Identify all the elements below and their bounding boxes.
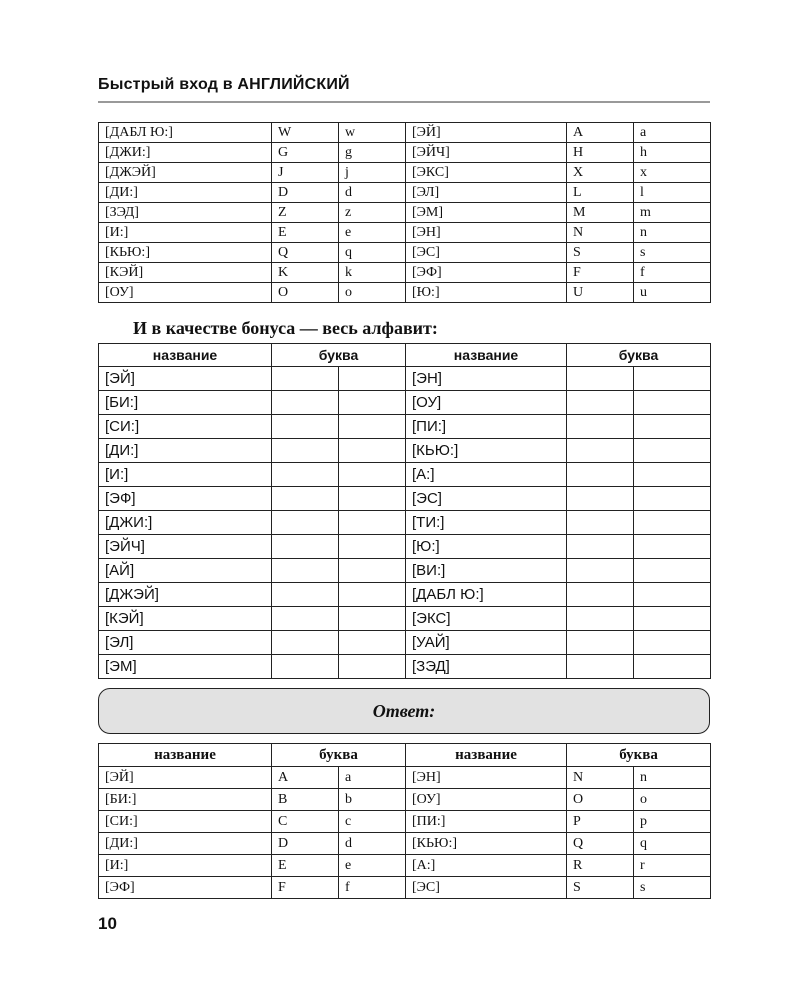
letter-answer-cell[interactable] (634, 535, 711, 559)
letter-cell: S (567, 877, 634, 899)
letter-cell: E (272, 855, 339, 877)
answer-label: Ответ: (372, 700, 436, 721)
pronunciation-cell: [ЗЭД] (406, 655, 567, 679)
pronunciation-cell: [ТИ:] (406, 511, 567, 535)
letter-cell: L (567, 183, 634, 203)
pronunciation-cell: [ЭЙ] (99, 367, 272, 391)
pronunciation-cell: [ДИ:] (99, 833, 272, 855)
letter-cell: G (272, 143, 339, 163)
letter-cell: Q (567, 833, 634, 855)
letter-answer-cell[interactable] (634, 463, 711, 487)
pronunciation-cell: [ДИ:] (99, 183, 272, 203)
letter-cell: Q (272, 243, 339, 263)
table-row (99, 223, 711, 243)
letter-cell: x (634, 163, 711, 183)
table-row (99, 655, 711, 679)
table-row (99, 415, 711, 439)
letter-answer-cell[interactable] (567, 631, 634, 655)
letter-cell: C (272, 811, 339, 833)
letter-answer-cell[interactable] (634, 583, 711, 607)
table-row (99, 877, 711, 899)
table-row (99, 203, 711, 223)
answer-table (98, 743, 711, 899)
pronunciation-cell: [ЭН] (406, 223, 567, 243)
letter-answer-cell[interactable] (339, 415, 406, 439)
letter-cell: q (634, 833, 711, 855)
letter-cell: m (634, 203, 711, 223)
table-row (99, 767, 711, 789)
pronunciation-cell: [ЭФ] (99, 877, 272, 899)
pronunciation-cell: [ДЖИ:] (99, 143, 272, 163)
column-header-name: название (99, 344, 272, 367)
letter-answer-cell[interactable] (567, 511, 634, 535)
letter-answer-cell[interactable] (567, 439, 634, 463)
pronunciation-cell: [ЗЭД] (99, 203, 272, 223)
pronunciation-cell: [А:] (406, 855, 567, 877)
pronunciation-cell: [А:] (406, 463, 567, 487)
pronunciation-cell: [СИ:] (99, 811, 272, 833)
letter-answer-cell[interactable] (339, 511, 406, 535)
letter-cell: W (272, 123, 339, 143)
table-row (99, 243, 711, 263)
pronunciation-cell: [ОУ] (406, 391, 567, 415)
letter-answer-cell[interactable] (567, 391, 634, 415)
letter-cell: n (634, 223, 711, 243)
letter-cell: M (567, 203, 634, 223)
letter-answer-cell[interactable] (272, 631, 339, 655)
pronunciation-cell: [ЭМ] (99, 655, 272, 679)
letter-answer-cell[interactable] (339, 655, 406, 679)
letter-cell: O (272, 283, 339, 303)
table-row (99, 511, 711, 535)
pronunciation-cell: [ЭЛ] (406, 183, 567, 203)
letter-answer-cell[interactable] (272, 535, 339, 559)
letter-answer-cell[interactable] (567, 559, 634, 583)
table-row (99, 559, 711, 583)
table-row (99, 631, 711, 655)
pronunciation-cell: [КЭЙ] (99, 607, 272, 631)
page-number: 10 (98, 914, 117, 933)
letter-cell: s (634, 243, 711, 263)
letter-cell: A (272, 767, 339, 789)
table-row (99, 439, 711, 463)
letter-answer-cell[interactable] (634, 559, 711, 583)
table-row (99, 487, 711, 511)
page-header-title: Быстрый вход в АНГЛИЙСКИЙ (98, 76, 350, 93)
bonus-heading: И в качестве бонуса — весь алфавит: (133, 318, 438, 338)
letter-answer-cell[interactable] (567, 607, 634, 631)
pronunciation-cell: [ЭКС] (406, 163, 567, 183)
letter-cell: q (339, 243, 406, 263)
letter-cell: k (339, 263, 406, 283)
table-row (99, 367, 711, 391)
table-row (99, 833, 711, 855)
letter-answer-cell[interactable] (567, 535, 634, 559)
table-row (99, 263, 711, 283)
pronunciation-cell: [ПИ:] (406, 811, 567, 833)
letter-answer-cell[interactable] (634, 511, 711, 535)
letter-cell: H (567, 143, 634, 163)
pronunciation-cell: [ЭЙЧ] (406, 143, 567, 163)
letter-cell: d (339, 833, 406, 855)
letter-answer-cell[interactable] (567, 655, 634, 679)
table-row (99, 855, 711, 877)
letter-answer-cell[interactable] (634, 655, 711, 679)
letter-cell: j (339, 163, 406, 183)
letter-cell: F (567, 263, 634, 283)
column-header-letter: буква (272, 344, 406, 367)
table-row (99, 789, 711, 811)
pronunciation-cell: [ДЖИ:] (99, 511, 272, 535)
letter-answer-cell[interactable] (567, 367, 634, 391)
letter-answer-cell[interactable] (272, 583, 339, 607)
letter-answer-cell[interactable] (272, 511, 339, 535)
letter-answer-cell[interactable] (272, 415, 339, 439)
letter-answer-cell[interactable] (634, 631, 711, 655)
letter-answer-cell[interactable] (339, 583, 406, 607)
letter-answer-cell[interactable] (339, 367, 406, 391)
letter-cell: f (339, 877, 406, 899)
pronunciation-cell: [ЭФ] (406, 263, 567, 283)
letter-answer-cell[interactable] (634, 607, 711, 631)
letter-answer-cell[interactable] (272, 367, 339, 391)
letter-answer-cell[interactable] (339, 535, 406, 559)
pronunciation-cell: [ЭКС] (406, 607, 567, 631)
pronunciation-cell: [И:] (99, 855, 272, 877)
letter-answer-cell[interactable] (339, 487, 406, 511)
pronunciation-cell: [ДИ:] (99, 439, 272, 463)
letter-answer-cell[interactable] (339, 463, 406, 487)
letter-cell: b (339, 789, 406, 811)
header-divider (98, 101, 710, 103)
table-row (99, 143, 711, 163)
letter-answer-cell[interactable] (339, 631, 406, 655)
letter-answer-cell[interactable] (339, 439, 406, 463)
letter-answer-cell[interactable] (339, 559, 406, 583)
pronunciation-cell: [ЭС] (406, 243, 567, 263)
answer-banner (98, 688, 710, 734)
letter-cell: o (634, 789, 711, 811)
pronunciation-cell: [КЬЮ:] (99, 243, 272, 263)
pronunciation-cell: [ЭС] (406, 877, 567, 899)
letter-cell: r (634, 855, 711, 877)
pronunciation-cell: [ЭН] (406, 367, 567, 391)
letter-cell: Z (272, 203, 339, 223)
column-header-letter: буква (567, 744, 711, 767)
pronunciation-cell: [ЭЙ] (406, 123, 567, 143)
column-header-letter: буква (567, 344, 711, 367)
pronunciation-cell: [БИ:] (99, 391, 272, 415)
letter-answer-cell[interactable] (634, 487, 711, 511)
pronunciation-cell: [ОУ] (406, 789, 567, 811)
letter-answer-cell[interactable] (567, 583, 634, 607)
letter-answer-cell[interactable] (272, 487, 339, 511)
pronunciation-cell: [Ю:] (406, 535, 567, 559)
letter-cell: N (567, 767, 634, 789)
letter-cell: n (634, 767, 711, 789)
pronunciation-cell: [КЬЮ:] (406, 439, 567, 463)
pronunciation-cell: [ВИ:] (406, 559, 567, 583)
pronunciation-cell: [КЬЮ:] (406, 833, 567, 855)
pronunciation-cell: [ЭН] (406, 767, 567, 789)
letter-cell: u (634, 283, 711, 303)
letter-cell: a (339, 767, 406, 789)
letter-cell: h (634, 143, 711, 163)
letter-answer-cell[interactable] (339, 391, 406, 415)
letter-cell: R (567, 855, 634, 877)
letter-answer-cell[interactable] (634, 415, 711, 439)
pronunciation-cell: [ДЖЭЙ] (99, 163, 272, 183)
letter-cell: P (567, 811, 634, 833)
letter-cell: U (567, 283, 634, 303)
letter-cell: O (567, 789, 634, 811)
letter-cell: B (272, 789, 339, 811)
letters-table (98, 122, 711, 303)
pronunciation-cell: [ПИ:] (406, 415, 567, 439)
pronunciation-cell: [УАЙ] (406, 631, 567, 655)
letter-answer-cell[interactable] (272, 463, 339, 487)
letter-cell: e (339, 223, 406, 243)
letter-answer-cell[interactable] (272, 559, 339, 583)
alphabet-exercise-table (98, 343, 711, 679)
table-row (99, 463, 711, 487)
column-header-letter: буква (272, 744, 406, 767)
table-row (99, 811, 711, 833)
pronunciation-cell: [ЭЙ] (99, 767, 272, 789)
column-header-name: название (406, 744, 567, 767)
table-row (99, 283, 711, 303)
letter-answer-cell[interactable] (634, 367, 711, 391)
letter-answer-cell[interactable] (567, 463, 634, 487)
pronunciation-cell: [ЭС] (406, 487, 567, 511)
letter-answer-cell[interactable] (272, 439, 339, 463)
pronunciation-cell: [АЙ] (99, 559, 272, 583)
letter-cell: s (634, 877, 711, 899)
letter-cell: w (339, 123, 406, 143)
letter-answer-cell[interactable] (567, 415, 634, 439)
pronunciation-cell: [ЭЛ] (99, 631, 272, 655)
letter-answer-cell[interactable] (272, 655, 339, 679)
table-row (99, 123, 711, 143)
letter-answer-cell[interactable] (634, 439, 711, 463)
letter-cell: a (634, 123, 711, 143)
letter-cell: D (272, 833, 339, 855)
letter-cell: J (272, 163, 339, 183)
pronunciation-cell: [СИ:] (99, 415, 272, 439)
letter-cell: p (634, 811, 711, 833)
letter-answer-cell[interactable] (272, 607, 339, 631)
letter-answer-cell[interactable] (567, 487, 634, 511)
pronunciation-cell: [ДАБЛ Ю:] (99, 123, 272, 143)
letter-answer-cell[interactable] (634, 391, 711, 415)
pronunciation-cell: [Ю:] (406, 283, 567, 303)
letter-cell: F (272, 877, 339, 899)
letter-cell: K (272, 263, 339, 283)
column-header-name: название (99, 744, 272, 767)
pronunciation-cell: [КЭЙ] (99, 263, 272, 283)
letter-cell: o (339, 283, 406, 303)
table-row (99, 163, 711, 183)
letter-cell: g (339, 143, 406, 163)
letter-cell: z (339, 203, 406, 223)
letter-cell: D (272, 183, 339, 203)
letter-cell: e (339, 855, 406, 877)
letter-cell: l (634, 183, 711, 203)
pronunciation-cell: [ЭЙЧ] (99, 535, 272, 559)
table-row (99, 391, 711, 415)
pronunciation-cell: [ЭФ] (99, 487, 272, 511)
letter-cell: E (272, 223, 339, 243)
letter-cell: f (634, 263, 711, 283)
pronunciation-cell: [ОУ] (99, 283, 272, 303)
letter-cell: A (567, 123, 634, 143)
letter-cell: d (339, 183, 406, 203)
table-row (99, 583, 711, 607)
letter-answer-cell[interactable] (339, 607, 406, 631)
table-row (99, 183, 711, 203)
pronunciation-cell: [И:] (99, 223, 272, 243)
column-header-name: название (406, 344, 567, 367)
letter-cell: X (567, 163, 634, 183)
pronunciation-cell: [ЭМ] (406, 203, 567, 223)
pronunciation-cell: [ДАБЛ Ю:] (406, 583, 567, 607)
pronunciation-cell: [БИ:] (99, 789, 272, 811)
pronunciation-cell: [И:] (99, 463, 272, 487)
table-row (99, 535, 711, 559)
letter-cell: c (339, 811, 406, 833)
table-row (99, 607, 711, 631)
letter-cell: N (567, 223, 634, 243)
pronunciation-cell: [ДЖЭЙ] (99, 583, 272, 607)
letter-answer-cell[interactable] (272, 391, 339, 415)
letter-cell: S (567, 243, 634, 263)
